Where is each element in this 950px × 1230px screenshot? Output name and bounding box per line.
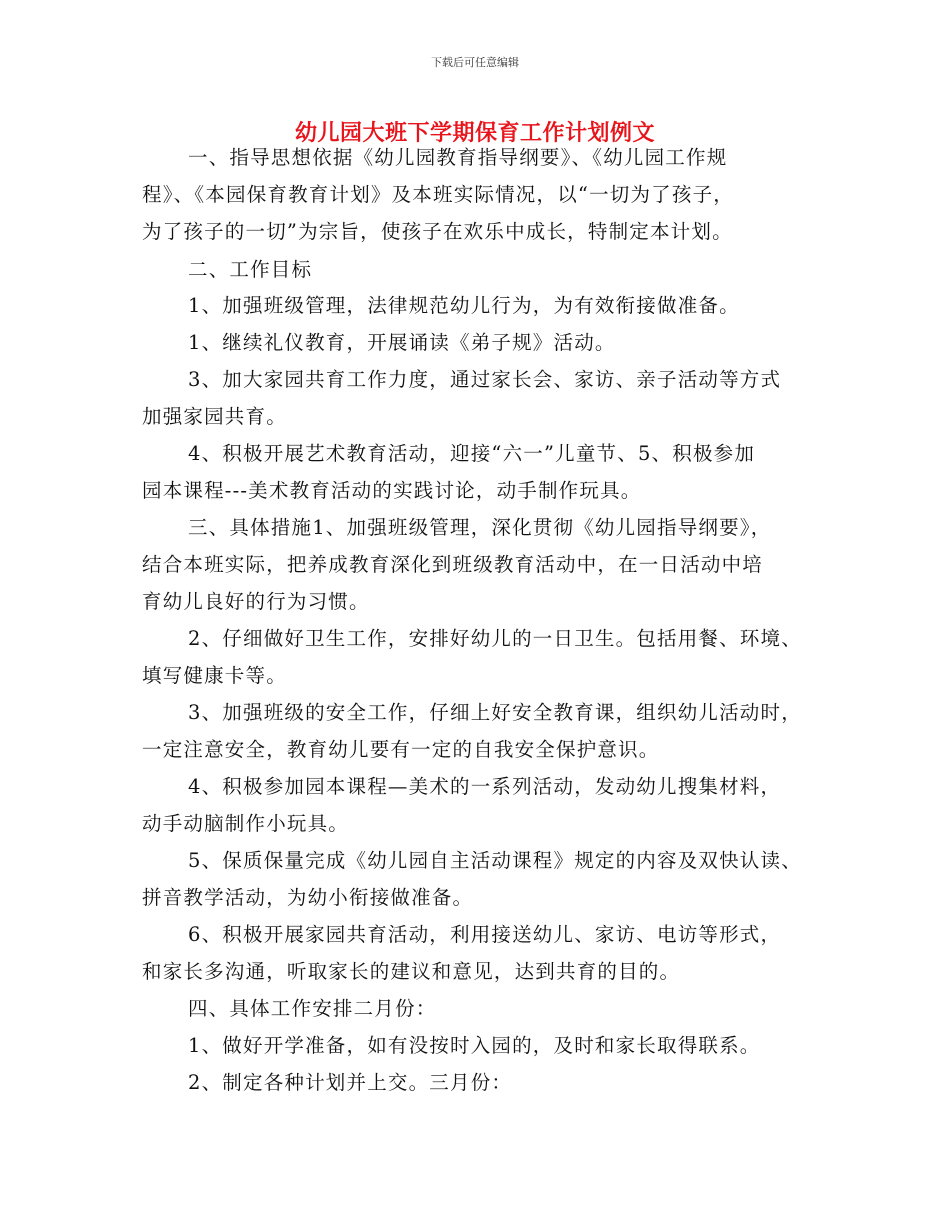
paragraph-line: 2、仔细做好卫生工作，安排好幼儿的一日卫生。包括用餐、环境、 [188,627,802,650]
paragraph-line: 1、做好开学准备，如有没按时入园的，及时和家长取得联系。 [188,1034,761,1057]
paragraph-line: 6、积极开展家园共育活动，利用接送幼儿、家访、电访等形式， [188,923,782,946]
paragraph-line: 园本课程---美术教育活动的实践讨论，动手制作玩具。 [142,479,642,502]
paragraph-line: 3、加大家园共育工作力度，通过家长会、家访、亲子活动等方式 [188,368,782,391]
paragraph-line: 和家长多沟通，听取家长的建议和意见，达到共育的目的。 [142,960,681,983]
paragraph-line: 拼音教学活动，为幼小衔接做准备。 [142,886,474,909]
section-heading: 二、工作目标 [188,258,313,281]
paragraph-line: 结合本班实际，把养成教育深化到班级教育活动中，在一日活动中培 [142,553,764,576]
paragraph-line: 填写健康卡等。 [142,664,287,687]
paragraph-line: 4、积极参加园本课程—美术的一系列活动，发动幼儿搜集材料， [188,775,782,798]
paragraph-line: 一、指导思想依据《幼儿园教育指导纲要》、《幼儿园工作规 [188,146,728,169]
document-title: 幼儿园大班下学期保育工作计划例文 [294,120,655,146]
header-note: 下载后可任意编辑 [431,56,519,69]
paragraph-line: 程》、《本园保育教育计划》及本班实际情况，以“一切为了孩子， [142,183,734,206]
paragraph-line: 为了孩子的一切”为宗旨，使孩子在欢乐中成长，特制定本计划。 [142,220,733,243]
paragraph-line: 4、积极开展艺术教育活动，迎接“六一”儿童节、5、积极参加 [188,442,756,465]
paragraph-line: 加强家园共育。 [142,405,287,428]
paragraph-line: 动手动脑制作小玩具。 [142,812,350,835]
paragraph-line: 三、具体措施1、加强班级管理，深化贯彻《幼儿园指导纲要》， [188,516,772,539]
paragraph-line: 5、保质保量完成《幼儿园自主活动课程》规定的内容及双快认读、 [188,849,802,872]
section-heading: 四、具体工作安排二月份： [188,997,437,1020]
paragraph-line: 1、加强班级管理，法律规范幼儿行为，为有效衔接做准备。 [188,294,740,317]
paragraph-line: 2、制定各种计划并上交。三月份： [188,1071,513,1094]
paragraph-line: 育幼儿良好的行为习惯。 [142,590,370,613]
paragraph-line: 3、加强班级的安全工作，仔细上好安全教育课，组织幼儿活动时， [188,701,802,724]
paragraph-line: 1、继续礼仪教育，开展诵读《弟子规》活动。 [188,331,616,354]
paragraph-line: 一定注意安全，教育幼儿要有一定的自我安全保护意识。 [142,738,660,761]
